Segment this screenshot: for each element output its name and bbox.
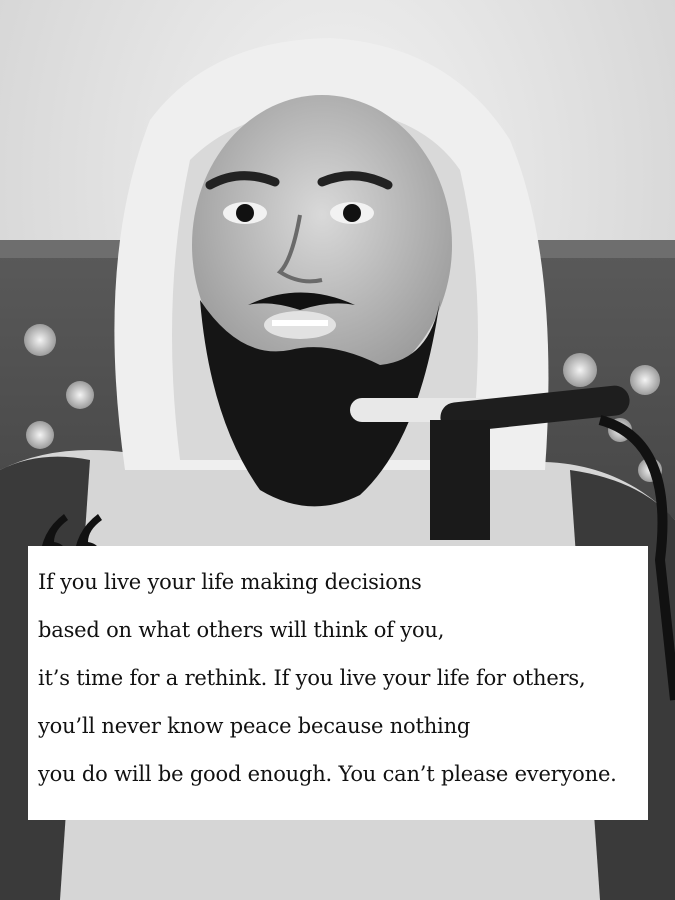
quote-line-1: If you live your life making decisions	[38, 570, 422, 594]
quote-line-3: it’s time for a rethink. If you live your life for others,	[38, 666, 586, 690]
quote-line-4: you’ll never know peace because nothing	[38, 714, 471, 738]
quote-line-2: based on what others will think of you,	[38, 618, 445, 642]
quote-card	[28, 546, 648, 820]
quote-line-5: you do will be good enough. You can’t please everyone.	[38, 762, 617, 786]
